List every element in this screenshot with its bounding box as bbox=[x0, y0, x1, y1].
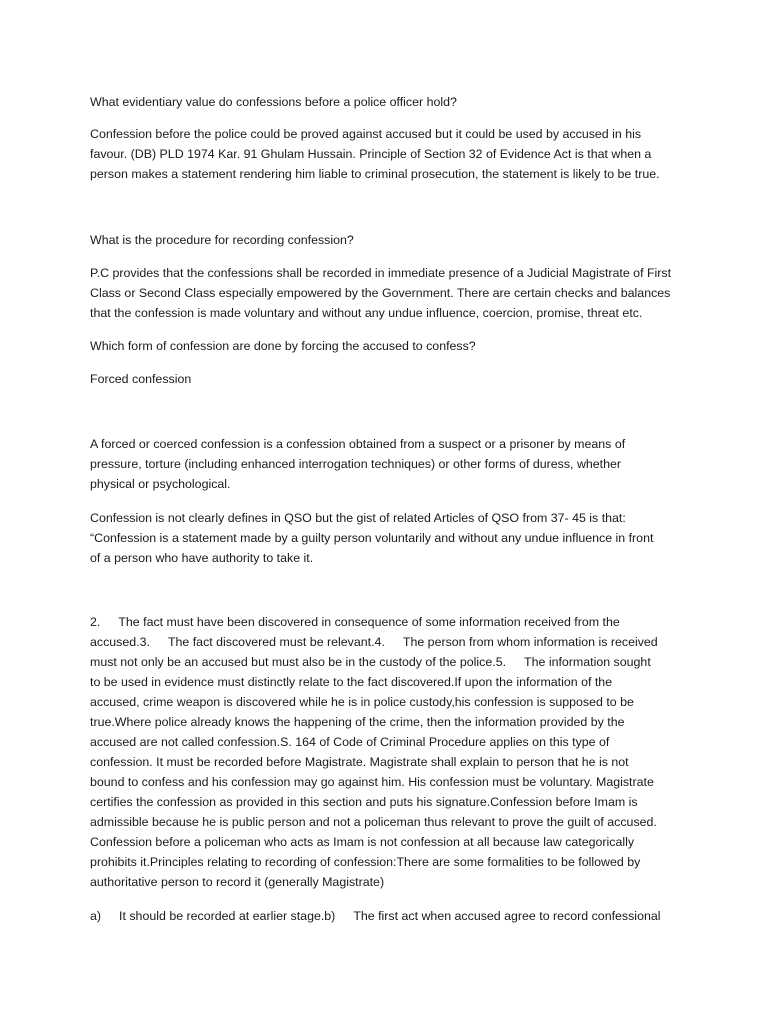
answer-evidentiary-value: Confession before the police could be proved against accused but it could be used by accused in his favour. (DB) PLD 1974 Kar. 91 Ghulam Hussain. Principle of Section 32 of Evidence Act is that when a person makes a statement rendering him liable to criminal prosecution, the statement is likely to be true. bbox=[90, 127, 660, 181]
question-forced-form: Which form of confession are done by forcing the accused to confess? bbox=[90, 339, 476, 353]
qso-definition: Confession is not clearly defines in QSO but the gist of related Articles of QSO from 37- 45 is that: “Confession is a statement made by a guilty person voluntarily and without any undue influence in front of a person who have authority to take it. bbox=[90, 511, 654, 565]
question-evidentiary-value: What evidentiary value do confessions before a police officer hold? bbox=[90, 95, 457, 109]
question-procedure: What is the procedure for recording confession? bbox=[90, 233, 354, 247]
answer-forced-confession: Forced confession bbox=[90, 372, 192, 386]
numbered-conditions: 2. The fact must have been discovered in consequence of some information received from the accused.3. The fact discovered must be relevant.4. The person from whom information is received must not only be an accused but must also be in the custody of the police.5. The information sought to be used in evidence must distinctly relate to the fact discovered.If upon the information of the accused, crime weapon is discovered while he is in police custody,his confession is supposed to be true.Where police already knows the happening of the crime, then the information provided by the accused are not called confession.S. 164 of Code of Criminal Procedure applies on this type of confession. It must be recorded before Magistrate. Magistrate shall explain to person that he is not bound to confess and his confession may go against him. His confession must be voluntary. Magistrate certifies the confession as provided in this section and puts his signature.Confession before Imam is admissible because he is public person and not a policeman thus relevant to prove the guilt of accused. Confession before a policeman who acts as Imam is not confession at all because law categorically prohibits it.Principles relating to recording of confession:There are some formalities to be followed by authoritative person to record it (generally Magistrate) bbox=[90, 615, 658, 889]
recording-principles: a) It should be recorded at earlier stage.b) The first act when accused agree to record confessional bbox=[90, 909, 661, 923]
answer-procedure: P.C provides that the confessions shall be recorded in immediate presence of a Judicial Magistrate of First Class or Second Class especially empowered by the Government. There are certain checks and balances that the confession is made voluntary and without any undue influence, coercion, promise, threat etc. bbox=[90, 266, 672, 320]
forced-confession-definition: A forced or coerced confession is a confession obtained from a suspect or a prisoner by means of pressure, torture (including enhanced interrogation techniques) or other forms of duress, whether physical or psychological. bbox=[90, 437, 626, 491]
